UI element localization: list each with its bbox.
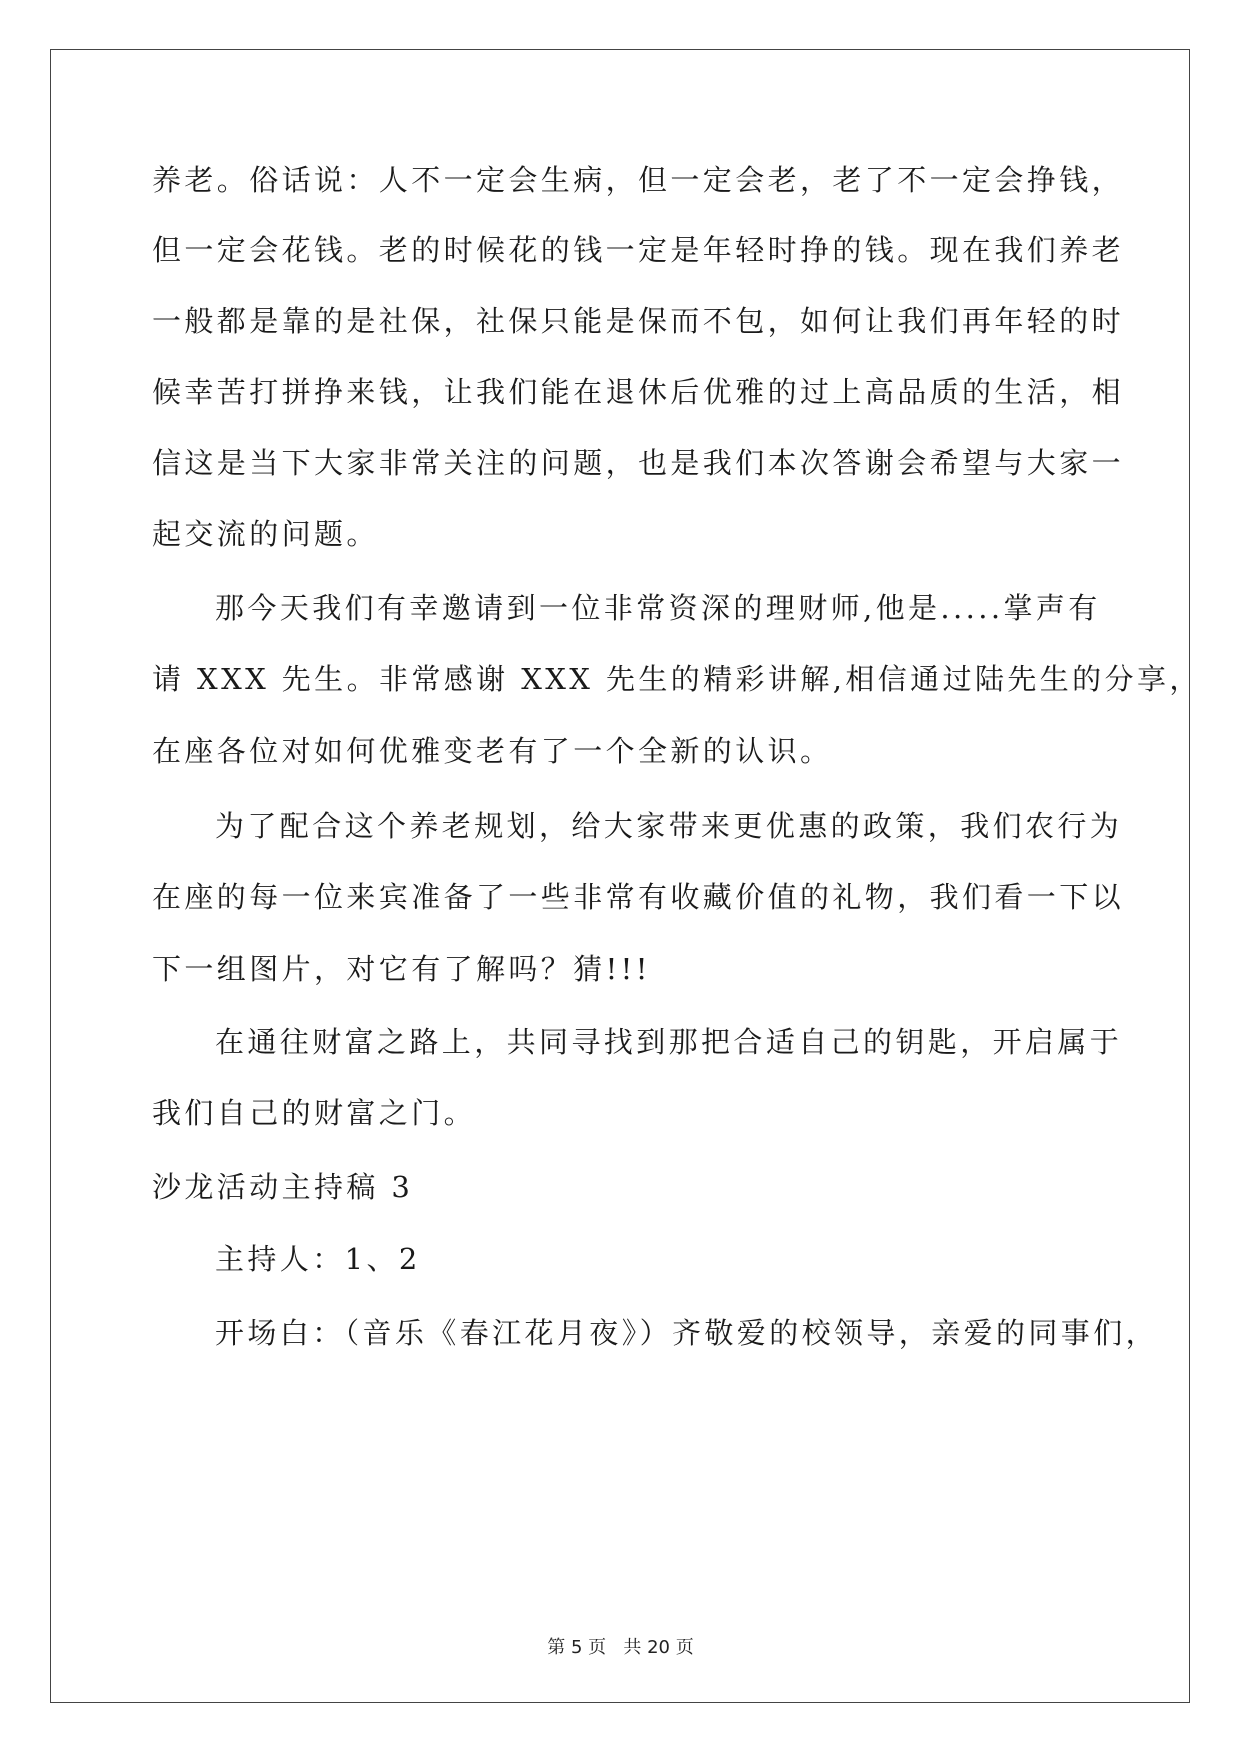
text-line: 我们自己的财富之门。 xyxy=(152,1096,477,1130)
page-border xyxy=(50,49,1190,1703)
page-number-label: 第 5 页 共 20 页 xyxy=(547,1637,694,1658)
text-line: 在通往财富之路上，共同寻找到那把合适自己的钥匙，开启属于 xyxy=(215,1025,1123,1059)
text-line: 在座各位对如何优雅变老有了一个全新的认识。 xyxy=(152,734,833,768)
text-line: 请 XXX 先生。非常感谢 XXX 先生的精彩讲解,相信通过陆先生的分享， xyxy=(152,662,1202,696)
text-line: 下一组图片，对它有了解吗？猜!!! xyxy=(152,952,651,986)
text-line: 养老。俗话说：人不一定会生病，但一定会老，老了不一定会挣钱， xyxy=(152,163,1125,197)
text-line: 但一定会花钱。老的时候花的钱一定是年轻时挣的钱。现在我们养老 xyxy=(152,233,1125,267)
text-line: 候幸苦打拼挣来钱，让我们能在退休后优雅的过上高品质的生活，相 xyxy=(152,375,1125,409)
page-number xyxy=(0,1636,1241,1660)
text-line: 起交流的问题。 xyxy=(152,517,379,551)
text-line: 一般都是靠的是社保，社保只能是保而不包，如何让我们再年轻的时 xyxy=(152,304,1125,338)
text-line: 在座的每一位来宾准备了一些非常有收藏价值的礼物，我们看一下以 xyxy=(152,880,1125,914)
text-line: 为了配合这个养老规划，给大家带来更优惠的政策，我们农行为 xyxy=(215,809,1123,843)
text-line: 信这是当下大家非常关注的问题，也是我们本次答谢会希望与大家一 xyxy=(152,446,1125,480)
text-line: 主持人：1、2 xyxy=(215,1242,421,1276)
section-heading: 沙龙活动主持稿 3 xyxy=(152,1170,414,1204)
text-line: 那今天我们有幸邀请到一位非常资深的理财师,他是.....掌声有 xyxy=(215,591,1101,625)
text-line: 开场白：（音乐《春江花月夜》）齐敬爱的校领导，亲爱的同事们， xyxy=(215,1316,1159,1350)
